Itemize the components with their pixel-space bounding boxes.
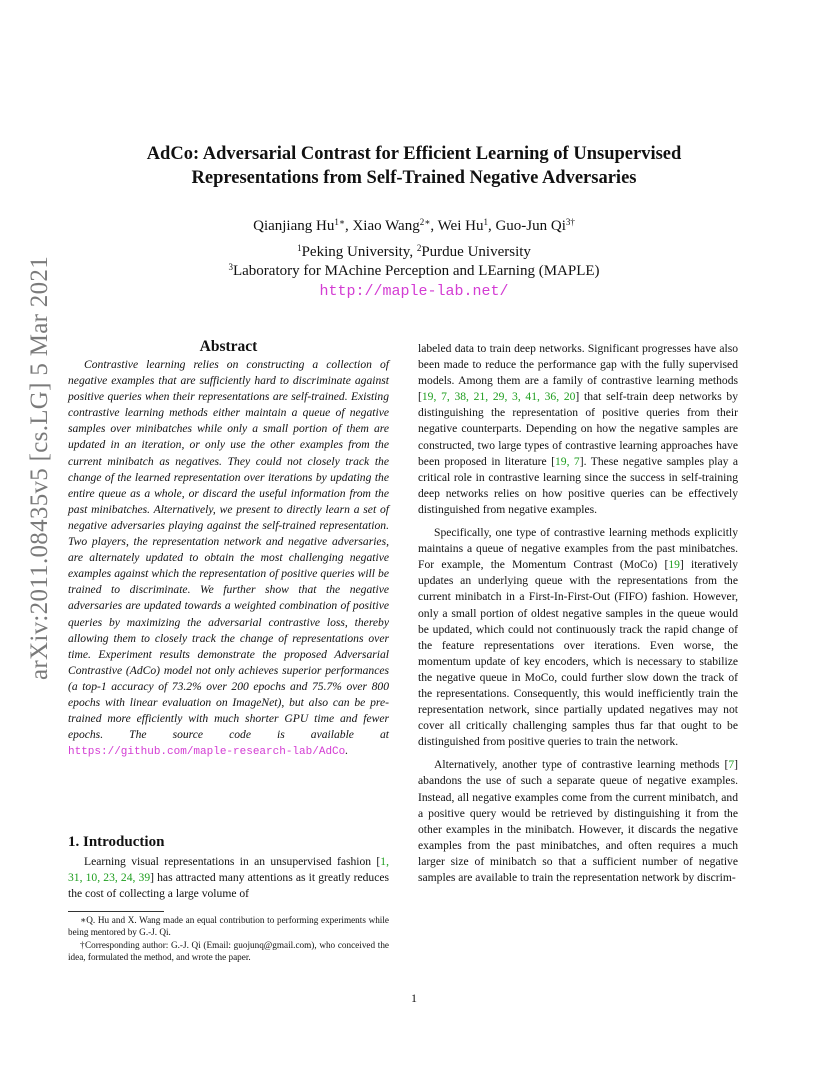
citation-link[interactable]: 19, 7, 38, 21, 29, 3, 41, 36, 20 — [421, 390, 576, 404]
right-p1-text-b: ] that self-train deep networks by distinguishing the representation of positive queries from their negative counterparts. Depending on how the negative samples are constructed, two large types of contrastive learning approaches have been proposed in literature [ — [418, 390, 738, 468]
intro-text-a: Learning visual representations in an unsupervised fashion [ — [84, 855, 381, 868]
right-p2-text-a: Specifically, one type of contrastive learning methods explicitly maintains a queue of negative examples from the past minibatches. For example, the Momentum Contrast (MoCo) [ — [418, 526, 738, 572]
affiliation-line-2 — [90, 262, 738, 281]
title-line-1: AdCo: Adversarial Contrast for Efficient Learning of Unsupervised — [146, 144, 682, 164]
affil-maple: Laboratory for MAchine Perception and LEarning (MAPLE) — [232, 263, 600, 279]
arxiv-identifier: arXiv:2011.08435v5 [cs.LG] 5 Mar 2021 — [26, 256, 53, 680]
citation-link[interactable]: 19, 7 — [554, 454, 580, 468]
abstract-end: . — [345, 744, 349, 758]
citation-link[interactable]: 1, 31, 10, 23, 24, 39 — [68, 855, 389, 885]
author-1: Qianjiang Hu — [253, 218, 335, 234]
affil-mark-3: 3 — [228, 262, 233, 272]
author-3-mark: 1 — [483, 217, 488, 227]
intro-paragraph — [68, 854, 389, 902]
abstract-body — [68, 357, 389, 760]
section-heading-introduction: 1. Introduction — [68, 834, 165, 850]
author-2: , Xiao Wang — [344, 218, 420, 234]
citation-link[interactable]: 7 — [728, 758, 735, 772]
intro-text-b: ] has attracted many attentions as it greatly reduces the cost of collecting a large volume of — [68, 871, 389, 901]
abstract-heading: Abstract — [199, 338, 258, 355]
right-column — [418, 341, 738, 893]
title-line-2: Representations from Self-Trained Negative Adversaries — [191, 168, 637, 188]
right-paragraph-3 — [418, 757, 738, 886]
right-paragraph-1 — [418, 341, 738, 518]
affil-mark-1: 1 — [297, 243, 302, 253]
footnote-2: †Corresponding author: G.-J. Qi (Email: guojunq@gmail.com), who conceived the idea, formulated the method, and wrote the paper. — [68, 940, 389, 963]
arxiv-sidebar — [20, 0, 60, 1072]
right-p2-text-b: ] iteratively updates an underlying queue with the representations from the current minibatch in a First-In-First-Out (FIFO) fashion. However, only a small portion of oldest negative samples in the queue would be updated, which could not continuously track the rapid change of the feature representations over iterations. Even worse, the momentum update of key encoders, which is necessary to stabilize the negative queue in MoCo, could further slow down the track of the representations. Consequently, this would inefficiently train the representation network, since partially updated negatives may not cover all critically challenging samples thus far that ought to be distinguished from positive queries to train the network. — [418, 558, 738, 749]
right-p1-text-a: labeled data to train deep networks. Significant progresses have also been made to reduce the performance gap with the fully supervised models. Among them are a family of contrastive learning methods [ — [418, 342, 738, 404]
page-number: 1 — [411, 991, 417, 1005]
author-3: , Wei Hu — [430, 218, 484, 234]
author-list — [90, 217, 738, 236]
right-p3-text-b: ] abandons the use of such a separate queue of negative examples. Instead, all negative examples come from the current minibatch, and a positive query would be retrieved by distinguishing it from the other examples in the minibatch. However, it discards the negative examples from the past minibatches, and often requires a much larger size of minibatch so that a sufficient number of negative samples are available to train the representation network by discrim- — [418, 758, 738, 884]
paper-title — [90, 142, 738, 190]
right-p3-text-a: Alternatively, another type of contrastive learning methods [ — [434, 758, 729, 772]
affiliation-line-1 — [90, 243, 738, 262]
citation-link[interactable]: 19 — [668, 558, 680, 572]
affil-peking: Peking University, — [301, 244, 417, 260]
author-4: , Guo-Jun Qi — [487, 218, 566, 234]
author-2-mark: 2∗ — [419, 217, 431, 227]
source-code-link[interactable]: https://github.com/maple-research-lab/AdCo — [68, 746, 346, 759]
footnote-1: ∗Q. Hu and X. Wang made an equal contribution to performing experiments while being mentored by G.-J. Qi. — [68, 915, 389, 938]
affil-purdue: Purdue University — [421, 244, 531, 260]
right-p1-text-c: ]. These negative samples play a critical role in contrastive learning since the success in self-training deep networks relies on how positive queries can be effectively distinguished from negative examples. — [418, 454, 739, 516]
footnote-rule — [68, 911, 164, 912]
author-4-mark: 3† — [565, 217, 575, 227]
lab-url-link[interactable]: http://maple-lab.net/ — [319, 283, 509, 300]
abstract-text: Contrastive learning relies on constructing a collection of negative examples that are sufficiently hard to discriminate against positive queries when their representations are self-trained. Existing contrastive learning methods either maintain a queue of negative samples over minibatches while only a small portion of them are updated in an iteration, or only use the other examples from the current minibatch as negatives. They could not closely track the change of the learned representation over iterations by updating the entire queue as a whole, or discard the useful information from the past minibatches. Alternatively, we present to directly learn a set of negative adversaries playing against the self-trained representation. Two players, the representation network and negative adversaries, are alternately updated to obtain the most challenging negative examples against which the representation of positive queries will be trained to discriminate. We further show that the negative adversaries are updated towards a weighted combination of positive queries by maximizing the adversarial contrastive loss, thereby allowing them to closely track the change of representations over time. Experiment results demonstrate the proposed Adversarial Contrastive (AdCo) model not only achieves superior performances (a top-1 accuracy of 73.2% over 200 epochs and 75.7% over 800 epochs with linear evaluation on ImageNet), but also can be pre-trained more efficiently with much shorter GPU time and fewer epochs. The source code is available at — [68, 358, 389, 742]
affil-mark-2: 2 — [416, 243, 422, 253]
right-paragraph-2 — [418, 525, 738, 750]
author-1-mark: 1∗ — [334, 217, 345, 227]
